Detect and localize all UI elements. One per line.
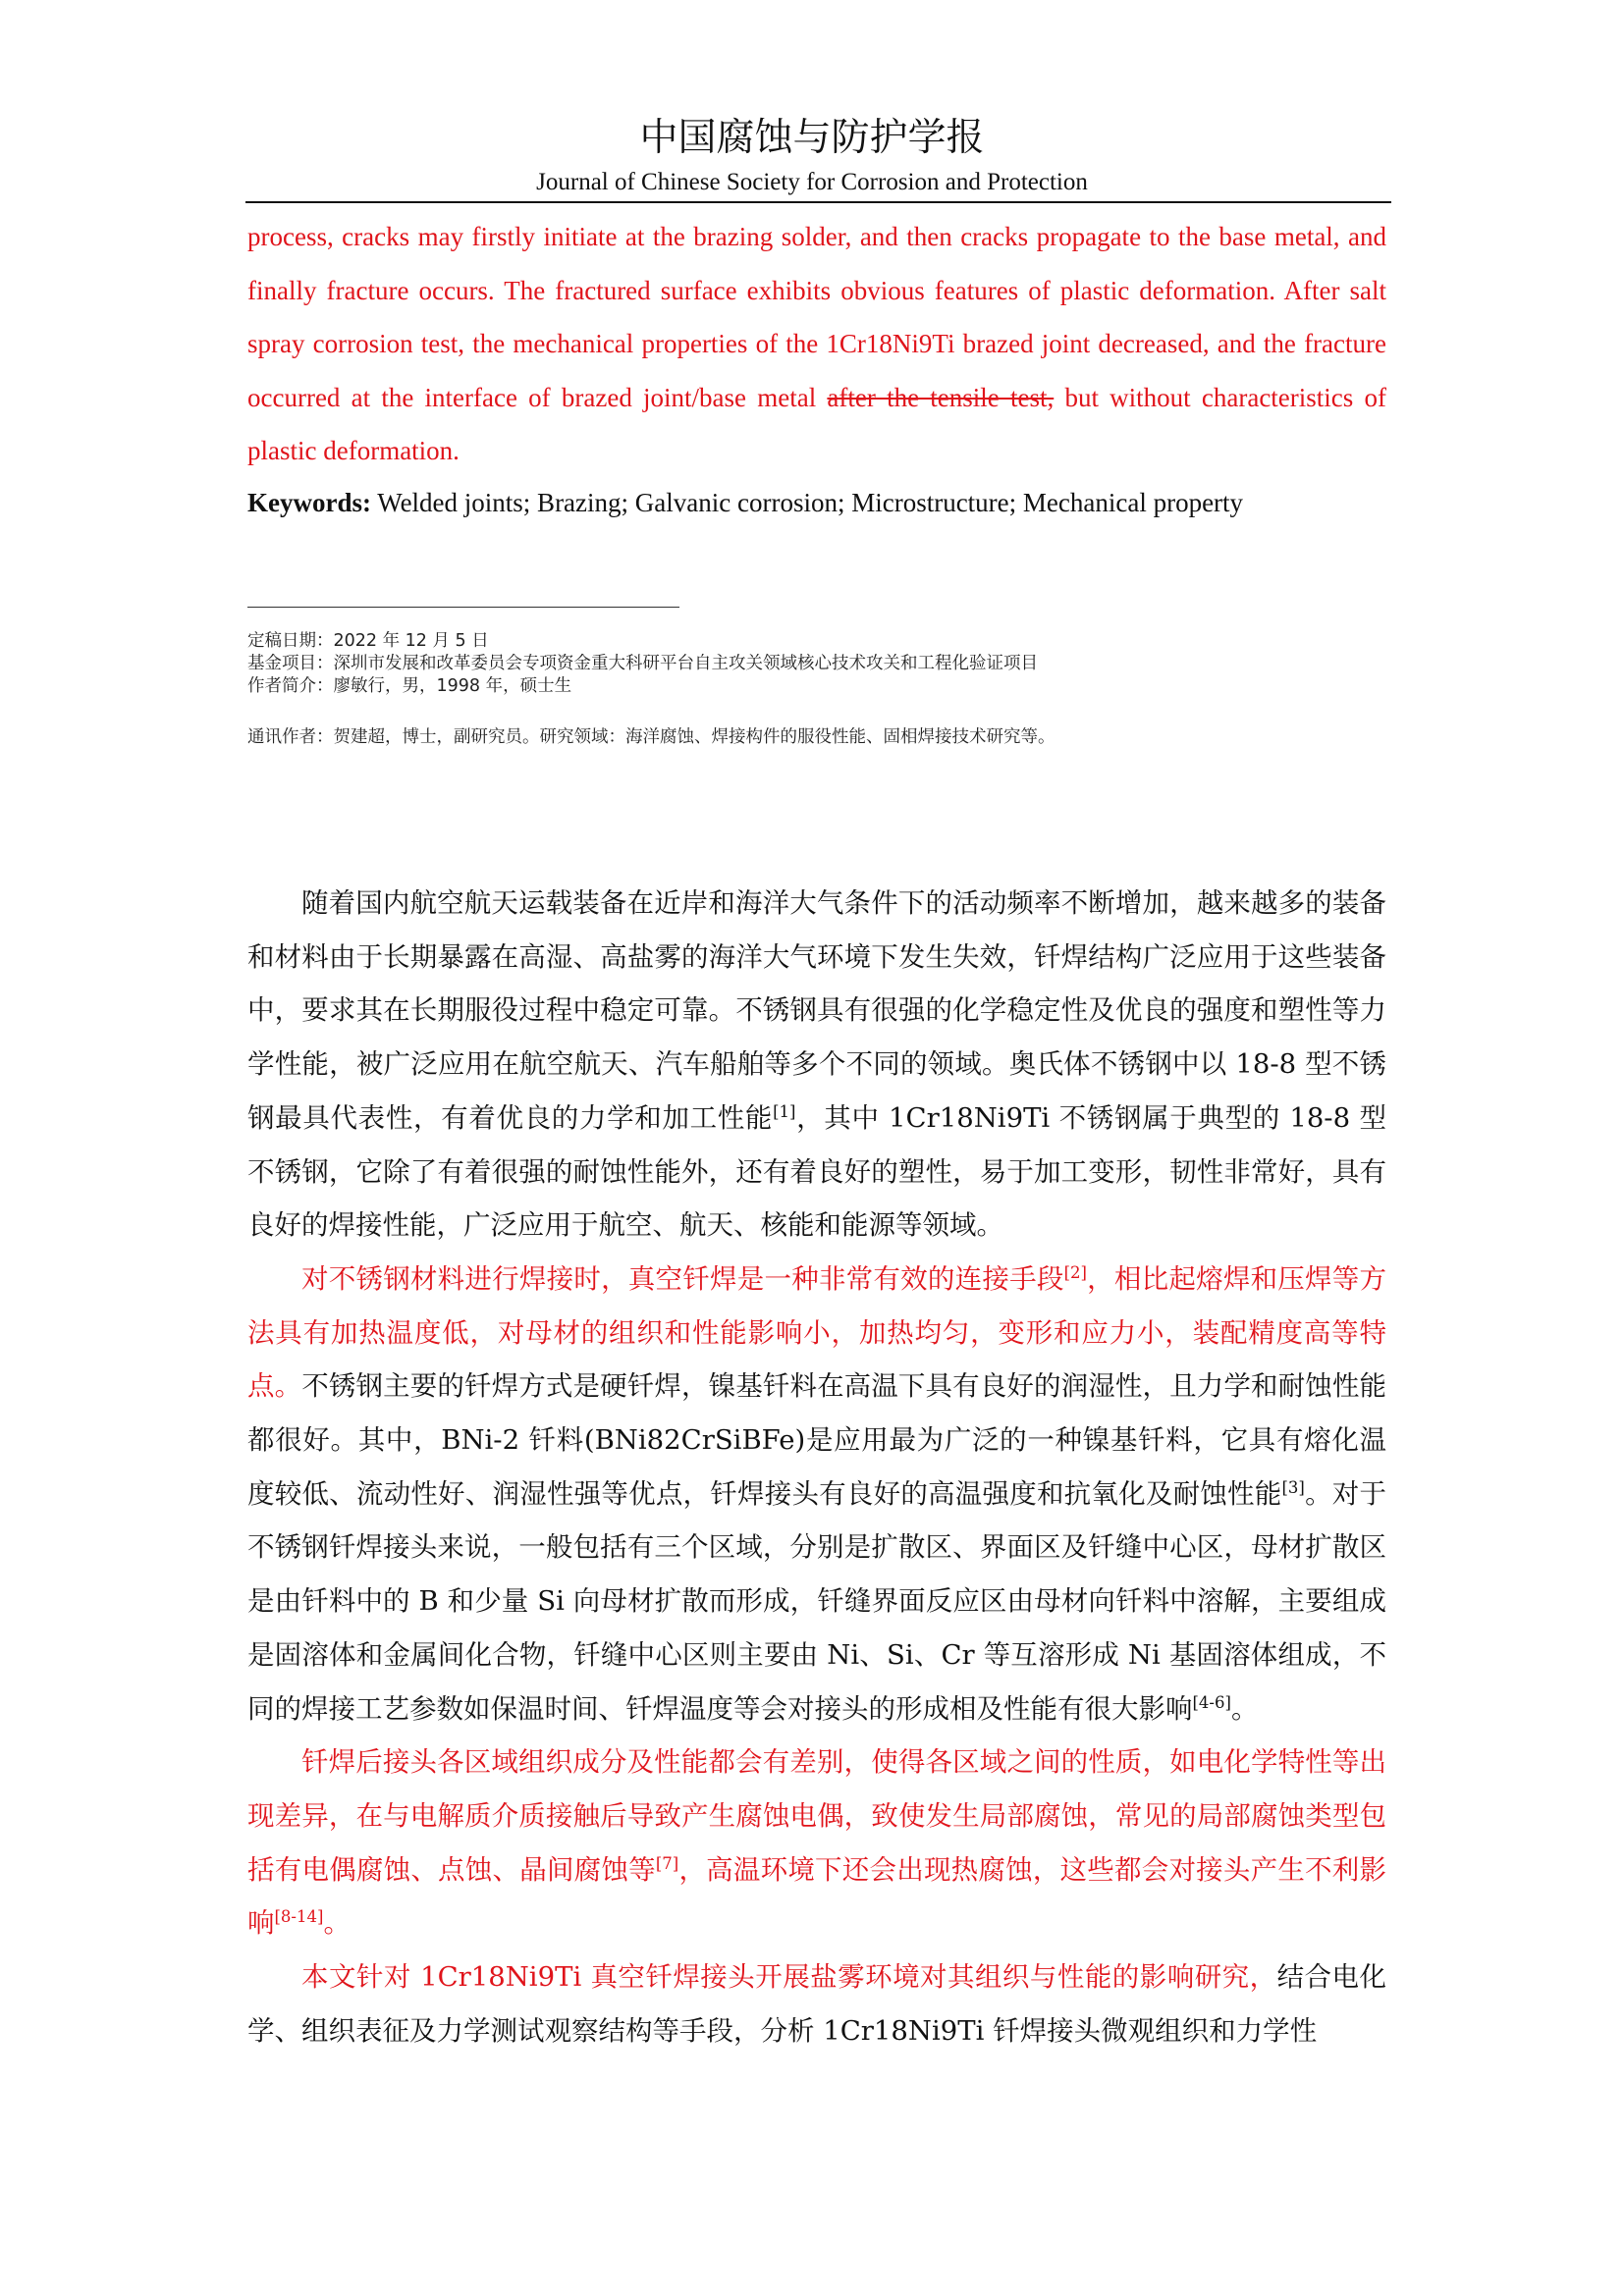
citation-1: [1] [773, 1101, 796, 1121]
footnote-author: 作者简介：廖敏行，男，1998 年，硕士生 [247, 676, 572, 696]
header-rule [245, 201, 1391, 203]
journal-title-en: Journal of Chinese Society for Corrosion and Protection [536, 169, 1088, 195]
abstract-tail-text: but without characteristics of plastic deformation. [247, 382, 1386, 465]
footnote-received: 定稿日期：2022 年 12 月 5 日 [247, 631, 489, 651]
p4-revised: 本文针对 1Cr18Ni9Ti 真空钎焊接头开展盐雾环境对其组织与性能的影响研究， [301, 1961, 1277, 1994]
footnote-rule [247, 607, 679, 608]
p3-text-a: 钎焊后接头各区域组织成分及性能都会有差别，使得各区域之间的性质，如电化学特性等出现差异，在与电解质介质接触后导致产生腐蚀电偶，致使发生局部腐蚀，常见的局部腐蚀类型包括有电偶腐蚀、点蚀、晶间腐蚀等 [247, 1746, 1386, 1886]
p3-text-c: 。 [323, 1907, 351, 1940]
footnote-fund: 基金项目：深圳市发展和改革委员会专项资金重大科研平台自主攻关领域核心技术攻关和工程化验证项目 [247, 654, 1038, 673]
citation-3: [3] [1281, 1477, 1305, 1497]
paragraph-3 [247, 1735, 1386, 1950]
p2-text-b: 。对于不锈钢钎焊接头来说，一般包括有三个区域，分别是扩散区、界面区及钎缝中心区，母材扩散区是由钎料中的 B 和少量 Si 向母材扩散而形成，钎缝界面反应区由母材向钎料中溶解，主要组成是固溶体和金属间化合物，钎缝中心区则主要由 Ni、Si、Cr 等互溶形成 Ni 基固溶体组成，不同的焊接工艺参数如保温时间、钎焊温度等会对接头的形成相及性能有很大影响 [247, 1477, 1387, 1725]
p2-text-a: 不锈钢主要的钎焊方式是硬钎焊，镍基钎料在高温下具有良好的润湿性，且力学和耐蚀性能都很好。其中，BNi-2 钎料(BNi82CrSiBFe)是应用最为广泛的一种镍基钎料，它具有熔化温度较低、流动性好、润湿性强等优点，钎焊接头有良好的高温强度和抗氧化及耐蚀性能 [247, 1370, 1387, 1510]
keywords-label: Keywords: [247, 488, 371, 517]
p3-text-b: ，高温环境下还会出现热腐蚀，这些都会对接头产生不利影响 [247, 1853, 1387, 1940]
keywords [247, 476, 1386, 529]
paragraph-4 [247, 1950, 1386, 2057]
journal-title-cn: 中国腐蚀与防护学报 [639, 116, 985, 160]
p1-text-a: 随着国内航空航天运载装备在近岸和海洋大气条件下的活动频率不断增加，越来越多的装备和材料由于长期暴露在高湿、高盐雾的海洋大气环境下发生失效，钎焊结构广泛应用于这些装备中，要求其在长期服役过程中稳定可靠。不锈钢具有很强的化学稳定性及优良的强度和塑性等力学性能，被广泛应用在航空航天、汽车船舶等多个不同的领域。奥氏体不锈钢中以 18-8 型不锈钢最具代表性，有着优良的力学和加工性能 [247, 887, 1386, 1134]
p4-text: 结合电化学、组织表征及力学测试观察结构等手段，分析 1Cr18Ni9Ti 钎焊接头微观组织和力学性 [247, 1961, 1386, 2047]
paragraph-1 [247, 877, 1386, 1253]
citation-7: [7] [655, 1853, 679, 1873]
p2-revised-a: 对不锈钢材料进行焊接时，真空钎焊是一种非常有效的连接手段 [301, 1262, 1064, 1295]
p1-text-b: ，其中 1Cr18Ni9Ti 不锈钢属于典型的 18-8 型不锈钢，它除了有着很强的耐蚀性能外，还有着良好的塑性，易于加工变形，韧性非常好，具有良好的焊接性能，广泛应用于航空、航天、核能和能源等领域。 [247, 1101, 1387, 1242]
main-body [247, 877, 1386, 2057]
p2-revised-b: ，相比起熔焊和压焊等方法具有加热温度低，对母材的组织和性能影响小，加热均匀，变形和应力小，装配精度高等特点。 [247, 1262, 1387, 1403]
paragraph-2 [247, 1253, 1386, 1735]
keywords-text: Welded joints; Brazing; Galvanic corrosion; Microstructure; Mechanical property [377, 488, 1244, 517]
abstract-continuation [247, 210, 1386, 478]
abstract-deleted-text: after the tensile test, [827, 382, 1055, 412]
footnote-corresponding: 通讯作者：贺建超，博士，副研究员。研究领域：海洋腐蚀、焊接构件的服役性能、固相焊接技术研究等。 [247, 727, 1056, 747]
citation-2: [2] [1063, 1263, 1087, 1283]
citation-8-14: [8-14] [274, 1907, 324, 1927]
p2-text-c: 。 [1230, 1692, 1259, 1725]
citation-4-6: [4-6] [1192, 1692, 1231, 1712]
abstract-text: process, cracks may firstly initiate at the brazing solder, and then cracks propagate to the base metal, and finally fracture occurs. The fractured surface exhibits obvious features of plastic deformation. After salt spray corrosion test, the mechanical properties of the 1Cr18Ni9Ti brazed joint decreased, and the fracture occurred at the interface of brazed joint/base metal [247, 222, 1386, 412]
